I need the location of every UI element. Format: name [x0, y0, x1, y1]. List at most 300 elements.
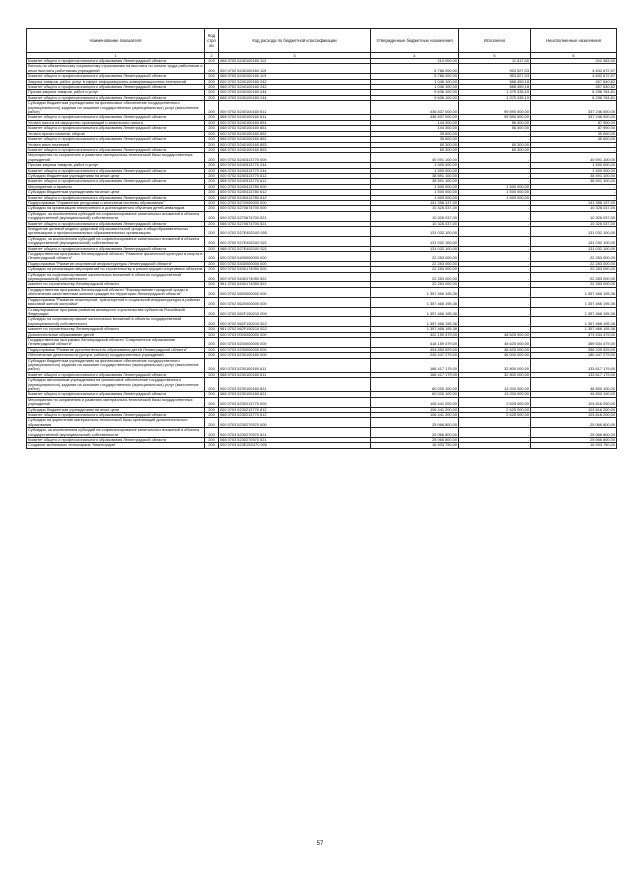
row-code: 200	[205, 227, 219, 237]
row-approved: 422 159 479,00	[371, 332, 459, 337]
row-code: 200	[205, 137, 219, 142]
row-unexecuted: 10 326 037,00	[531, 211, 617, 221]
row-executed: 2 625 000,00	[459, 413, 531, 418]
row-name: Субсидии бюджетным учреждениям на иные цели	[27, 407, 205, 412]
row-executed: 80 300,00	[459, 147, 531, 152]
row-classification: 068 0702 5240313770 244	[219, 168, 371, 173]
row-name: Субсидии, за исключением субсидий на софинансирование капитальных вложений в объекты государственной (муниципальной) собственности	[27, 236, 205, 246]
column-number: 5	[459, 53, 531, 59]
table-row	[27, 64, 617, 74]
row-approved: 16 933 750,00	[371, 443, 459, 448]
row-unexecuted: 1 357 466 195,36	[531, 297, 617, 307]
row-approved: 60 030 100,00	[371, 378, 459, 392]
row-code: 200	[205, 211, 219, 221]
row-executed: -	[459, 221, 531, 226]
row-classification: 068 0702 5240100160 611	[219, 115, 371, 120]
row-executed: 56 400,00	[459, 126, 531, 131]
row-name: Создание мобильных технопарков "Кванториум"	[27, 443, 205, 448]
row-executed: 588 459,18	[459, 79, 531, 84]
row-classification: 000 0702 5240313770 000	[219, 153, 371, 163]
row-classification: 000 0702 527E452100 000	[219, 227, 371, 237]
table-row	[27, 307, 617, 317]
row-code: 200	[205, 246, 219, 251]
row-approved: 1 357 466 195,36	[371, 307, 459, 317]
row-unexecuted: 35 600,00	[531, 131, 617, 136]
row-executed: -	[459, 261, 531, 266]
table-row	[27, 211, 617, 221]
row-classification: 068 0703 5230213770 612	[219, 413, 371, 418]
row-unexecuted: 25 066 800,00	[531, 428, 617, 438]
row-unexecuted: 22 283 000,00	[531, 261, 617, 266]
table-body	[27, 59, 617, 449]
row-unexecuted: 457 640,82	[531, 79, 617, 84]
row-executed: -	[459, 418, 531, 428]
row-code: 200	[205, 179, 219, 184]
row-approved: 80 300,00	[371, 147, 459, 152]
row-name: Комитет общего и профессионального образования Ленинградской области	[27, 221, 205, 226]
row-approved: 80 300,00	[371, 142, 459, 147]
row-name: Комитет общего и профессионального образования Ленинградской области	[27, 195, 205, 200]
table-row	[27, 101, 617, 115]
row-classification: 000 0702 5430000000 000	[219, 261, 371, 266]
row-classification: 000 0703 5200000000 000	[219, 337, 371, 347]
table-row	[27, 317, 617, 327]
row-classification: 000 0702 5430174050 522	[219, 272, 371, 282]
row-unexecuted: 103 816 200,00	[531, 407, 617, 412]
row-approved: 22 283 000,00	[371, 272, 459, 282]
row-name: комитет по строительству Ленинградской области	[27, 282, 205, 287]
row-classification: 068 0702 5240100160 119	[219, 74, 371, 79]
row-code: 200	[205, 74, 219, 79]
row-unexecuted: 46 830 100,00	[531, 392, 617, 397]
row-approved: 144 300,00	[371, 126, 459, 131]
row-unexecuted: 10 326 037,00	[531, 206, 617, 211]
row-name: Закупка товаров, работ, услуг в сфере информационно-коммуникационных технологий	[27, 79, 205, 84]
row-approved: 418 159 479,00	[371, 337, 459, 347]
row-name: Субсидии на софинансирование капитальных вложений в объекты государственной (муниципальной) собственности	[27, 272, 205, 282]
row-classification: 068 0702 5240413780 612	[219, 195, 371, 200]
row-name: Мероприятия по сохранению и развитию материально-технической базы государственных учреждений	[27, 153, 205, 163]
row-code: 200	[205, 101, 219, 115]
row-unexecuted: 46 830 100,00	[531, 378, 617, 392]
row-name: Мероприятия по сохранению и развитию материально-технической базы государственных учреждений	[27, 397, 205, 407]
row-name: Субсидии на организацию электронного и дистанционного обучения детей-инвалидов	[27, 206, 205, 211]
row-classification: 000 0702 5600000000 000	[219, 287, 371, 297]
header-approved: Утвержденные бюджетные назначения	[371, 29, 459, 53]
row-approved: 1 357 466 195,36	[371, 317, 459, 327]
row-code: 200	[205, 337, 219, 347]
row-classification: 000 0702 5430174050 000	[219, 267, 371, 272]
header-code: Код стро ки	[205, 29, 219, 53]
row-name: Комитет общего и профессионального образования Ленинградской области	[27, 413, 205, 418]
row-executed: -	[459, 438, 531, 443]
row-code: 200	[205, 95, 219, 100]
row-name: Субсидии бюджетным учреждениям на иные цели	[27, 173, 205, 178]
row-name: Субсидии бюджетным учреждениям на финансовое обеспечение государственного (муниципального) задания на оказание государственных (муниципальных) услуг (выполнение работ)	[27, 358, 205, 372]
row-executed: -	[459, 206, 531, 211]
row-executed: -	[459, 272, 531, 282]
row-classification: 000 0702 5270000000 000	[219, 200, 371, 205]
table-row	[27, 397, 617, 407]
row-code: 200	[205, 378, 219, 392]
row-approved: 35 600,00	[371, 137, 459, 142]
row-classification: 000 0702 5270674700 521	[219, 211, 371, 221]
row-approved: 1 046 100,00	[371, 85, 459, 90]
row-approved: 38 591 100,00	[371, 173, 459, 178]
row-code: 200	[205, 59, 219, 64]
row-unexecuted: 22 283 000,00	[531, 282, 617, 287]
row-code: 200	[205, 79, 219, 84]
row-classification: 000 0703 5230000000 000	[219, 347, 371, 352]
row-executed: -	[459, 168, 531, 173]
row-code: 200	[205, 428, 219, 438]
row-unexecuted: 457 640,82	[531, 85, 617, 90]
row-name: Подпрограмма "Развитие дополнительного образования детей Ленинградской области"	[27, 347, 205, 352]
row-name: Уплата налога на имущество организаций и земельного налога	[27, 120, 205, 125]
table-row	[27, 272, 617, 282]
row-approved: 10 326 037,00	[371, 211, 459, 221]
row-code: 200	[205, 206, 219, 211]
row-approved: 106 441 200,00	[371, 397, 459, 407]
row-classification: 000 0702 5240100160 119	[219, 64, 371, 74]
row-name: Стимулирование программ развития жилищного строительства субъектов Российской Федерации	[27, 307, 205, 317]
row-name: Комитет общего и профессионального образования Ленинградской области	[27, 372, 205, 377]
row-unexecuted: 202 483,00	[531, 59, 617, 64]
row-unexecuted: 4 832 672,97	[531, 74, 617, 79]
row-code: 200	[205, 297, 219, 307]
row-approved: 9 636 100,00	[371, 90, 459, 95]
row-name: Субсидии, за исключением субсидий на софинансирование капитальных вложений в объекты государственной (муниципальной) собственности	[27, 211, 205, 221]
row-code: 200	[205, 131, 219, 136]
row-executed: -	[459, 227, 531, 237]
row-classification: 068 0702 527E452100 521	[219, 246, 371, 251]
table-row	[27, 236, 617, 246]
row-name: Комитет общего и профессионального образования Ленинградской области	[27, 115, 205, 120]
row-classification: 981 0702 5430174050 522	[219, 282, 371, 287]
row-approved: 9 636 100,00	[371, 95, 459, 100]
row-name: Дополнительное образование детей	[27, 332, 205, 337]
header-row	[27, 29, 617, 53]
row-name: Обеспечение деятельности (услуги, работы) государственных учреждений	[27, 353, 205, 358]
table-row	[27, 287, 617, 297]
row-unexecuted: 10 326 037,00	[531, 221, 617, 226]
row-name: Субсидии бюджетным учреждениям на финансовое обеспечение государственного (муниципального) задания на оказание государственных (муниципальных) услуг (выполнение работ)	[27, 101, 205, 115]
row-unexecuted: 1 357 466 195,36	[531, 287, 617, 297]
row-name: Субсидии, за исключением субсидий на софинансирование капитальных вложений в объекты государственной (муниципальной) собственности	[27, 428, 205, 438]
row-approved: 38 591 100,00	[371, 179, 459, 184]
row-code: 200	[205, 347, 219, 352]
column-number: 3	[219, 53, 371, 59]
row-name: Мероприятия и проекты	[27, 184, 205, 189]
row-name: Прочая закупка товаров, работ и услуг	[27, 90, 205, 95]
row-approved: 436 837 000,00	[371, 115, 459, 120]
row-name: Комитет общего и профессионального образования Ленинградской области	[27, 246, 205, 251]
table-row	[27, 252, 617, 262]
row-classification: 000 0702 5240100160 611	[219, 101, 371, 115]
row-executed: 48 625 000,00	[459, 337, 531, 347]
row-code: 200	[205, 190, 219, 195]
row-unexecuted: 131 032 100,00	[531, 246, 617, 251]
row-classification: 000 0702 5240413780 000	[219, 184, 371, 189]
row-approved: 1 357 466 195,36	[371, 327, 459, 332]
row-classification: 000 0702 562F150210 522	[219, 317, 371, 327]
row-code: 200	[205, 392, 219, 397]
row-approved: 141 358 137,00	[371, 200, 459, 205]
row-approved: 1 500 000,00	[371, 190, 459, 195]
row-classification: 000 0702 5240413780 612	[219, 190, 371, 195]
table-row	[27, 358, 617, 372]
row-name: Уплата прочих налогов, сборов	[27, 131, 205, 136]
row-executed: -	[459, 137, 531, 142]
row-unexecuted: 1 357 466 195,36	[531, 317, 617, 327]
row-code: 200	[205, 418, 219, 428]
row-name: Комитет общего и профессионального образования Ленинградской области	[27, 59, 205, 64]
row-executed: -	[459, 246, 531, 251]
row-executed: -	[459, 307, 531, 317]
row-unexecuted: 38 591 100,00	[531, 179, 617, 184]
row-code: 200	[205, 287, 219, 297]
row-unexecuted: 373 534 479,00	[531, 332, 617, 337]
row-unexecuted: 131 032 100,00	[531, 227, 617, 237]
row-approved: 35 600,00	[371, 131, 459, 136]
row-name: Внедрение целевой модели цифровой образовательной среды в общеобразовательных организациях и профессиональных образовательных организациях	[27, 227, 205, 237]
row-executed: -	[459, 236, 531, 246]
row-executed: -	[459, 211, 531, 221]
row-approved: 1 357 466 195,36	[371, 297, 459, 307]
row-name: Субсидии на укрепление материально-технической базы организаций дополнительного образования	[27, 418, 205, 428]
budget-table	[26, 28, 617, 449]
row-executed: -	[459, 173, 531, 178]
row-executed: 1 500 000,00	[459, 190, 531, 195]
row-code: 200	[205, 120, 219, 125]
row-approved: 22 283 000,00	[371, 261, 459, 266]
row-classification: 981 0702 562F150210 522	[219, 327, 371, 332]
row-classification: 000 0702 5240100160 853	[219, 142, 371, 147]
row-executed: -	[459, 267, 531, 272]
row-unexecuted: 22 283 000,00	[531, 252, 617, 262]
row-name: Комитет общего и профессионального образования Ленинградской области	[27, 85, 205, 90]
row-approved: 226 447 279,00	[371, 353, 459, 358]
row-approved: 5 786 200,00	[371, 64, 459, 74]
row-classification: 000 0702 5270674700 000	[219, 206, 371, 211]
row-classification: 000 0702 562F150210 000	[219, 307, 371, 317]
row-executed: 80 300,00	[459, 142, 531, 147]
row-code: 200	[205, 252, 219, 262]
row-approved: 1 500 000,00	[371, 163, 459, 168]
row-unexecuted: 25 066 800,00	[531, 438, 617, 443]
row-approved: 131 032 100,00	[371, 236, 459, 246]
row-unexecuted: -	[531, 142, 617, 147]
row-executed: -	[459, 252, 531, 262]
header-unexecuted: Неисполненные назначения	[531, 29, 617, 53]
row-code: 200	[205, 200, 219, 205]
row-approved: 166 417 179,00	[371, 372, 459, 377]
row-unexecuted: 337 246 500,00	[531, 115, 617, 120]
row-approved: 106 441 200,00	[371, 413, 459, 418]
row-executed: -	[459, 131, 531, 136]
row-approved: 5 786 200,00	[371, 74, 459, 79]
row-unexecuted: 131 032 100,00	[531, 236, 617, 246]
row-executed: -	[459, 282, 531, 287]
row-code: 200	[205, 147, 219, 152]
row-code: 200	[205, 358, 219, 372]
row-classification: 068 0702 5240100160 853	[219, 147, 371, 152]
row-classification: 068 0702 5240100160 242	[219, 85, 371, 90]
row-executed: 1 500 000,00	[459, 195, 531, 200]
row-unexecuted: 16 933 750,00	[531, 443, 617, 448]
row-approved: 22 283 000,00	[371, 267, 459, 272]
row-classification: 068 0702 5240100160 852	[219, 137, 371, 142]
row-code: 200	[205, 327, 219, 332]
row-code: 200	[205, 443, 219, 448]
column-number: 4	[371, 53, 459, 59]
row-classification: 000 0703 5230100160 621	[219, 378, 371, 392]
row-executed: 56 400,00	[459, 120, 531, 125]
row-code: 200	[205, 407, 219, 412]
row-approved: 22 283 000,00	[371, 282, 459, 287]
row-name: Взносы по обязательному социальному страхованию на выплаты по оплате труда работников и иные выплаты работникам учреждений	[28, 63, 203, 73]
row-unexecuted: -	[531, 147, 617, 152]
row-executed: 1 379 335,19	[459, 95, 531, 100]
table-row	[27, 378, 617, 392]
row-approved: 1 500 000,00	[371, 168, 459, 173]
row-name: Подпрограмма "Управление ресурсами и качеством системы образования"	[27, 200, 205, 205]
row-name: комитет по строительству Ленинградской области	[27, 327, 205, 332]
row-code: 200	[205, 173, 219, 178]
row-code: 200	[205, 195, 219, 200]
row-name: Комитет общего и профессионального образования Ленинградской области	[27, 147, 205, 152]
report-sheet	[26, 28, 616, 449]
row-executed: 46 000 000,00	[459, 353, 531, 358]
row-classification: 000 0702 5240313770 244	[219, 163, 371, 168]
row-unexecuted: 8 256 764,81	[531, 95, 617, 100]
row-code: 200	[205, 153, 219, 163]
row-unexecuted: 180 447 279,00	[531, 353, 617, 358]
row-executed: -	[459, 287, 531, 297]
row-approved: 10 326 037,00	[371, 206, 459, 211]
row-approved: 22 283 000,00	[371, 252, 459, 262]
row-executed: -	[459, 297, 531, 307]
row-executed: 2 625 000,00	[459, 407, 531, 412]
header-executed: Исполнено	[459, 29, 531, 53]
row-code: 200	[205, 236, 219, 246]
row-executed: 99 590 500,00	[459, 101, 531, 115]
row-unexecuted: 87 900,00	[531, 120, 617, 125]
row-executed: 953 527,03	[459, 64, 531, 74]
row-unexecuted: 22 283 000,00	[531, 272, 617, 282]
row-code: 200	[205, 397, 219, 407]
row-executed: -	[459, 179, 531, 184]
row-executed: 32 800 000,00	[459, 372, 531, 377]
row-code: 200	[205, 317, 219, 327]
row-unexecuted: 8 256 764,81	[531, 90, 617, 95]
row-unexecuted: 1 357 466 195,36	[531, 307, 617, 317]
row-executed: 13 200 000,00	[459, 378, 531, 392]
row-name: Комитет общего и профессионального образования Ленинградской области	[27, 95, 205, 100]
row-name: Государственная программа Ленинградской области "Современное образование Ленинградской области"	[27, 337, 205, 347]
row-name: Субсидии автономным учреждениям на финансовое обеспечение государственного (муниципального) задания на оказание государственных (муниципальных) услуг (выполнение работ)	[27, 378, 205, 392]
row-name: Комитет общего и профессионального образования Ленинградской области	[27, 126, 205, 131]
row-unexecuted: 38 591 100,00	[531, 173, 617, 178]
row-unexecuted: 103 816 200,00	[531, 413, 617, 418]
row-approved: 1 500 000,00	[371, 195, 459, 200]
row-unexecuted: 337 246 500,00	[531, 101, 617, 115]
row-code: 200	[205, 282, 219, 287]
row-name: Комитет общего и профессионального образования Ленинградской области	[27, 168, 205, 173]
row-unexecuted: 40 091 100,00	[531, 153, 617, 163]
row-executed: 13 200 000,00	[459, 392, 531, 397]
row-name: Комитет общего и профессионального образования Ленинградской области	[27, 438, 205, 443]
row-unexecuted: 369 534 479,00	[531, 337, 617, 347]
row-executed: 32 800 000,00	[459, 358, 531, 372]
row-code: 200	[205, 307, 219, 317]
row-name: Уплата иных платежей	[27, 142, 205, 147]
row-code: 200	[205, 438, 219, 443]
row-classification: 068 0702 5240313770 612	[219, 179, 371, 184]
row-approved: 1 357 466 195,36	[371, 287, 459, 297]
row-unexecuted: -	[531, 195, 617, 200]
row-code: 200	[205, 184, 219, 189]
row-executed: 2 625 000,00	[459, 397, 531, 407]
row-approved: 214 000,00	[371, 59, 459, 64]
row-executed: 1 379 335,19	[459, 90, 531, 95]
row-executed: 11 517,00	[459, 59, 531, 64]
row-code: 200	[205, 126, 219, 131]
row-classification: 000 0702 5240313770 612	[219, 173, 371, 178]
table-row	[27, 227, 617, 237]
row-approved: 10 326 037,00	[371, 221, 459, 226]
row-unexecuted: 22 283 000,00	[531, 267, 617, 272]
row-unexecuted: 35 600,00	[531, 137, 617, 142]
row-executed: 99 590 500,00	[459, 115, 531, 120]
table-row	[27, 337, 617, 347]
row-classification: 000 0702 5240100160 244	[219, 90, 371, 95]
row-classification: 000 0703 5230213770 612	[219, 407, 371, 412]
row-approved: 1 500 000,00	[371, 184, 459, 189]
row-name: Подпрограмма "Развитие спортивной инфраструктуры Ленинградской области"	[27, 261, 205, 266]
row-classification: 068 0703 5230270570 521	[219, 438, 371, 443]
row-name: Прочая закупка товаров, работ и услуг	[27, 163, 205, 168]
row-approved: 131 032 100,00	[371, 246, 459, 251]
row-code: 200	[205, 168, 219, 173]
row-unexecuted: -	[531, 184, 617, 189]
row-unexecuted: -	[531, 190, 617, 195]
row-approved: 25 066 800,00	[371, 418, 459, 428]
row-approved: 404 854 529,00	[371, 347, 459, 352]
row-code: 200	[205, 115, 219, 120]
row-classification: 000 0702 5240100160 851	[219, 120, 371, 125]
row-executed: 953 527,03	[459, 74, 531, 79]
row-classification: 000 0703 5230270570 000	[219, 418, 371, 428]
row-approved: 436 837 000,00	[371, 101, 459, 115]
row-code: 200	[205, 261, 219, 266]
row-executed: -	[459, 327, 531, 332]
row-executed: -	[459, 443, 531, 448]
row-approved: 106 441 200,00	[371, 407, 459, 412]
header-name: Наименование показателя	[27, 29, 205, 53]
row-executed: -	[459, 317, 531, 327]
row-executed: 48 625 000,00	[459, 347, 531, 352]
row-classification: 068 0702 5240100160 851	[219, 126, 371, 131]
row-executed: -	[459, 163, 531, 168]
row-unexecuted: 1 500 000,00	[531, 163, 617, 168]
row-classification: 000 0702 5620000000 000	[219, 297, 371, 307]
row-code: 200	[205, 353, 219, 358]
row-unexecuted: 1 500 000,00	[531, 168, 617, 173]
row-name: Комитет общего и профессионального образования Ленинградской области	[27, 137, 205, 142]
row-unexecuted: 133 617 179,00	[531, 372, 617, 377]
row-approved: 131 032 100,00	[371, 227, 459, 237]
